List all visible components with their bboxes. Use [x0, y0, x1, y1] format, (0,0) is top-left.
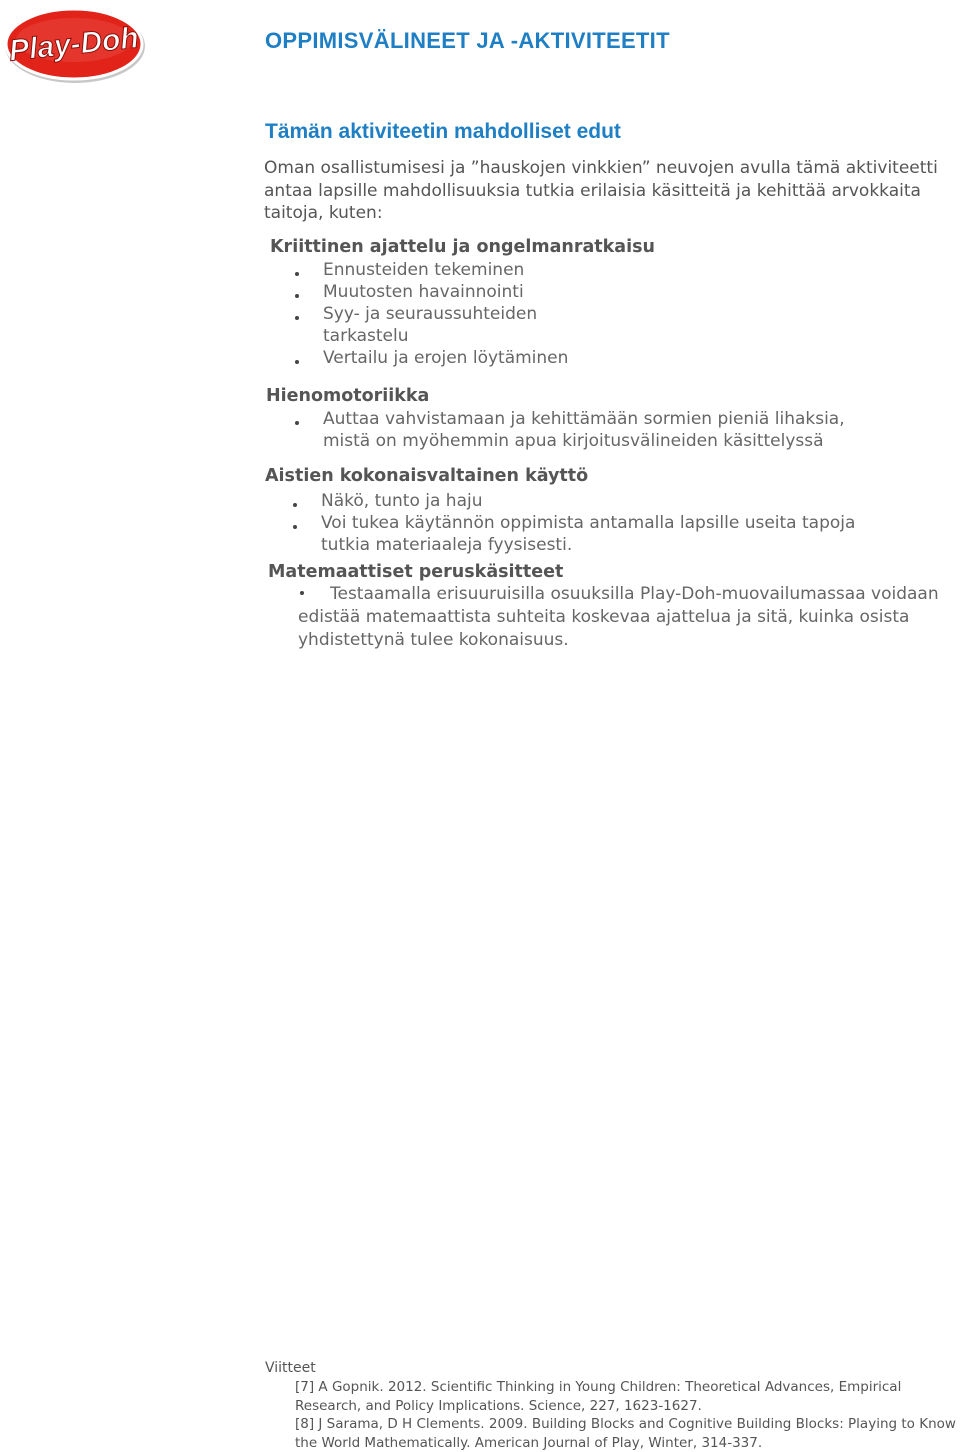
senses-list	[321, 490, 861, 556]
bullet-icon	[295, 316, 299, 320]
bullet-icon	[293, 503, 297, 507]
bullet-icon	[295, 294, 299, 298]
list-item: Vertailu ja erojen löytäminen	[323, 347, 573, 369]
senses-heading: Aistien kokonaisvaltainen käyttö	[265, 466, 589, 486]
fine-motor-list	[323, 408, 863, 452]
critical-thinking-heading: Kriittinen ajattelu ja ongelmanratkaisu	[270, 237, 655, 257]
play-doh-logo	[4, 6, 146, 84]
intro-paragraph: Oman osallistumisesi ja ”hauskojen vinkkien” neuvojen avulla tämä aktiviteetti antaa lapsille mahdollisuuksia tutkia erilaisia käsitteitä ja kehittää arvokkaita taitoja, kuten:	[264, 158, 938, 223]
section-title: Tämän aktiviteetin mahdolliset edut	[265, 120, 621, 143]
references-heading: Viitteet	[265, 1360, 316, 1376]
references-list	[295, 1378, 960, 1452]
list-item: Näkö, tunto ja haju	[321, 490, 861, 512]
list-item: Voi tukea käytännön oppimista antamalla lapsille useita tapoja tutkia materiaaleja fyysisesti.	[321, 512, 861, 556]
critical-thinking-list	[323, 259, 573, 369]
reference-item: [7] A Gopnik. 2012. Scientific Thinking in Young Children: Theoretical Advances, Empirical Research, and Policy Implications. Science, 227, 1623-1627.	[295, 1379, 902, 1414]
bullet-icon	[293, 525, 297, 529]
reference-item: [8] J Sarama, D H Clements. 2009. Building Blocks and Cognitive Building Blocks: Playing to Know the World Mathematically. American Journal of Play, Winter, 314-337.	[295, 1416, 956, 1451]
bullet-icon	[295, 360, 299, 364]
list-item: Syy- ja seuraussuhteiden tarkastelu	[323, 303, 573, 347]
math-paragraph: Testaamalla erisuuruisilla osuuksilla Play-Doh-muovailumassaa voidaan edistää matemaattista suhteita koskevaa ajattelua ja sitä, kuinka osista yhdistettynä tulee kokonaisuus.	[298, 584, 939, 650]
bullet-icon	[300, 591, 304, 595]
logo-text: Play-Doh	[7, 21, 141, 68]
math-heading: Matemaattiset peruskäsitteet	[268, 562, 564, 582]
bullet-icon	[295, 421, 299, 425]
fine-motor-heading: Hienomotoriikka	[266, 386, 430, 406]
list-item: Auttaa vahvistamaan ja kehittämään sormien pieniä lihaksia, mistä on myöhemmin apua kirjoitusvälineiden käsittelyssä	[323, 408, 863, 452]
bullet-icon	[295, 272, 299, 276]
list-item: Ennusteiden tekeminen	[323, 259, 573, 281]
page-header-title: OPPIMISVÄLINEET JA -AKTIVITEETIT	[265, 28, 670, 53]
list-item: Muutosten havainnointi	[323, 281, 573, 303]
